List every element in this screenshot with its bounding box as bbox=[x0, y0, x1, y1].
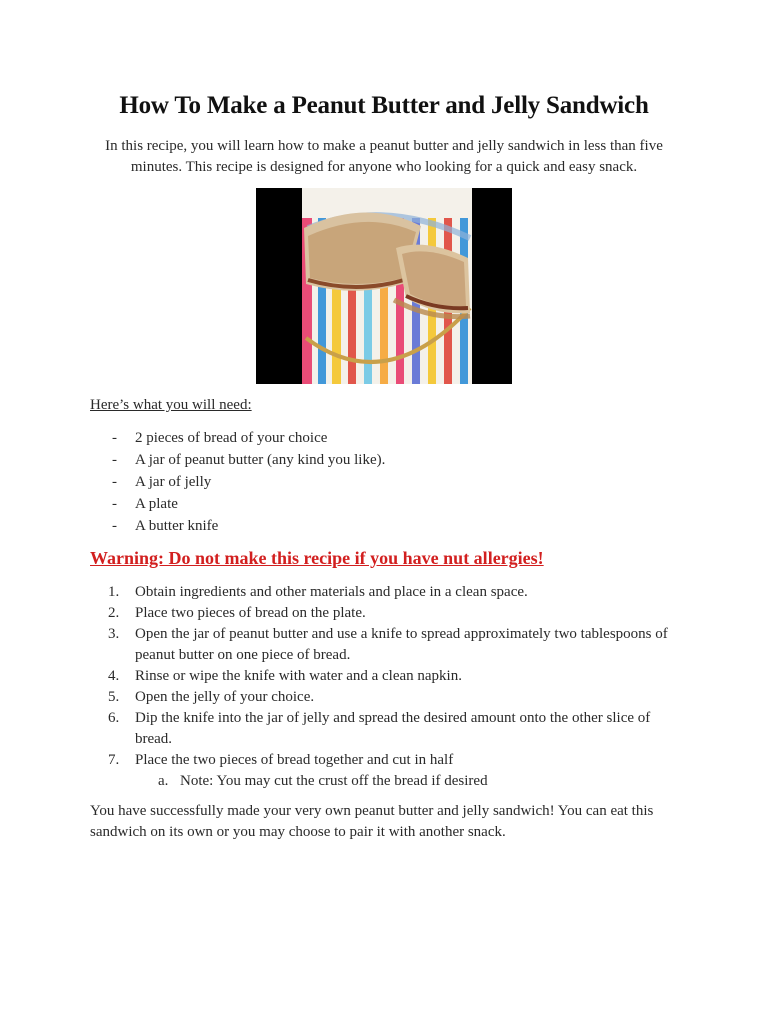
step-number: 2. bbox=[108, 605, 120, 621]
step-text: Open the jar of peanut butter and use a knife to spread approximately two tablespoons of peanut butter on one piece of bread. bbox=[135, 626, 668, 663]
allergy-warning: Warning: Do not make this recipe if you have nut allergies! bbox=[90, 548, 544, 568]
step-number: 4. bbox=[108, 668, 120, 684]
step-number: 5. bbox=[108, 689, 120, 705]
step-text: Place the two pieces of bread together and cut in half bbox=[135, 752, 454, 768]
step-item bbox=[108, 750, 668, 771]
step-number: 7. bbox=[108, 752, 120, 768]
step-item bbox=[108, 708, 668, 750]
step-text: Place two pieces of bread on the plate. bbox=[135, 605, 366, 621]
steps-list bbox=[108, 582, 668, 792]
substep-item bbox=[108, 771, 668, 792]
bullet-marker: - bbox=[112, 430, 117, 446]
list-item-text: A plate bbox=[135, 496, 178, 512]
bullet-marker: - bbox=[112, 474, 117, 490]
step-item bbox=[108, 666, 668, 687]
step-number: 3. bbox=[108, 626, 120, 642]
step-text: Obtain ingredients and other materials and place in a clean space. bbox=[135, 584, 528, 600]
list-item-text: A butter knife bbox=[135, 518, 219, 534]
list-item bbox=[112, 449, 385, 471]
list-item-text: A jar of peanut butter (any kind you like). bbox=[135, 452, 386, 468]
needs-heading: Here’s what you will need: bbox=[90, 397, 252, 413]
closing-paragraph: You have successfully made your very own peanut butter and jelly sandwich! You can eat this sandwich on its own or you may choose to pair it with another snack. bbox=[90, 803, 654, 840]
bullet-marker: - bbox=[112, 518, 117, 534]
page-title: How To Make a Peanut Butter and Jelly Sandwich bbox=[119, 92, 649, 119]
step-item bbox=[108, 603, 668, 624]
list-item-text: A jar of jelly bbox=[135, 474, 212, 490]
step-text: Dip the knife into the jar of jelly and spread the desired amount onto the other slice of bread. bbox=[135, 710, 651, 747]
sandwich-photo-illustration bbox=[256, 188, 512, 384]
list-item bbox=[112, 471, 385, 493]
step-item bbox=[108, 582, 668, 603]
substep-text: Note: You may cut the crust off the bread if desired bbox=[180, 773, 488, 789]
step-item bbox=[108, 687, 668, 708]
substep-letter: a. bbox=[158, 773, 169, 789]
step-number: 1. bbox=[108, 584, 120, 600]
step-text: Open the jelly of your choice. bbox=[135, 689, 315, 705]
step-number: 6. bbox=[108, 710, 120, 726]
bullet-marker: - bbox=[112, 452, 117, 468]
needs-list bbox=[112, 427, 385, 537]
list-item bbox=[112, 427, 385, 449]
list-item bbox=[112, 493, 385, 515]
bullet-marker: - bbox=[112, 496, 117, 512]
intro-paragraph: In this recipe, you will learn how to make a peanut butter and jelly sandwich in less than five minutes. This recipe is designed for anyone who looking for a quick and easy snack. bbox=[105, 138, 663, 175]
step-text: Rinse or wipe the knife with water and a clean napkin. bbox=[135, 668, 462, 684]
list-item-text: 2 pieces of bread of your choice bbox=[135, 430, 328, 446]
step-item bbox=[108, 624, 668, 666]
list-item bbox=[112, 515, 385, 537]
sandwich-photo bbox=[256, 188, 512, 384]
